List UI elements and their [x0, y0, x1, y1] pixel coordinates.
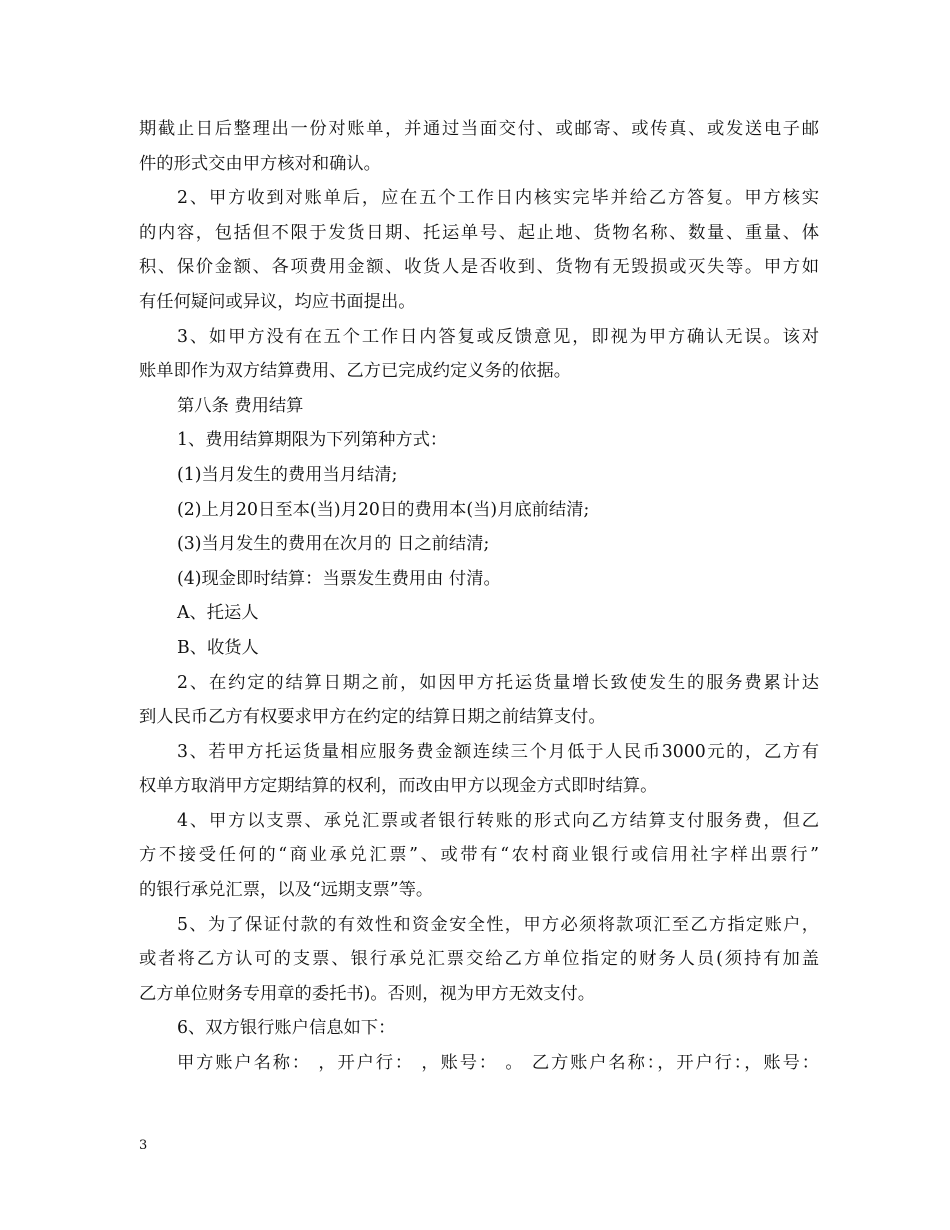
- section-heading: 第八条 费用结算: [177, 395, 304, 416]
- text-line: 的内容，包括但不限于发货日期、托运单号、起止地、货物名称、数量、重量、体: [139, 222, 819, 243]
- body-text: [139, 112, 819, 1081]
- text-line: 账单即作为双方结算费用、乙方已完成约定义务的依据。: [139, 361, 572, 382]
- text-line: 4、甲方以支票、承兑汇票或者银行转账的形式向乙方结算支付服务费，但乙: [177, 810, 819, 831]
- text-line: 甲方账户名称： ，开户行： ，账号： 。 乙方账户名称：，开户行：，账号：: [177, 1053, 819, 1074]
- text-line: 有任何疑问或异议，均应书面提出。: [139, 291, 416, 312]
- text-line: 5、为了保证付款的有效性和资金安全性，甲方必须将款项汇至乙方指定账户，: [177, 914, 819, 935]
- page-number: 3: [139, 1138, 148, 1153]
- text-line: 1、费用结算期限为下列第种方式：: [177, 430, 448, 451]
- option-item: (4)现金即时结算：当票发生费用由 付清。: [177, 568, 501, 589]
- text-line: 或者将乙方认可的支票、银行承兑汇票交给乙方单位指定的财务人员(须持有加盖: [139, 949, 819, 970]
- text-line: 3、如甲方没有在五个工作日内答复或反馈意见，即视为甲方确认无误。该对: [177, 326, 819, 347]
- text-line: 3、若甲方托运货量相应服务费金额连续三个月低于人民币3000元的，乙方有: [177, 741, 819, 762]
- text-line: 积、保价金额、各项费用金额、收货人是否收到、货物有无毁损或灭失等。甲方如: [139, 257, 819, 278]
- text-line: 方不接受任何的“商业承兑汇票”、或带有“农村商业银行或信用社字样出票行”: [139, 845, 819, 866]
- option-item: (2)上月20日至本(当)月20日的费用本(当)月底前结清;: [177, 499, 590, 520]
- option-item: (3)当月发生的费用在次月的 日之前结清;: [177, 534, 490, 555]
- option-item: (1)当月发生的费用当月结清;: [177, 464, 398, 485]
- text-line: 的银行承兑汇票，以及“远期支票”等。: [139, 880, 434, 901]
- option-item: A、托运人: [177, 603, 259, 624]
- text-line: 6、双方银行账户信息如下：: [177, 1018, 396, 1039]
- text-line: 2、甲方收到对账单后，应在五个工作日内核实完毕并给乙方答复。甲方核实: [177, 188, 819, 209]
- text-line: 2、在约定的结算日期之前，如因甲方托运货量增长致使发生的服务费累计达: [177, 672, 819, 693]
- text-line: 件的形式交由甲方核对和确认。: [139, 153, 381, 174]
- option-item: B、收货人: [177, 637, 259, 658]
- text-line: 到人民币乙方有权要求甲方在约定的结算日期之前结算支付。: [139, 707, 606, 728]
- text-line: 期截止日后整理出一份对账单，并通过当面交付、或邮寄、或传真、或发送电子邮: [139, 119, 819, 139]
- text-line: 乙方单位财务专用章的委托书)。否则，视为甲方无效支付。: [139, 983, 596, 1004]
- text-line: 权单方取消甲方定期结算的权利，而改由甲方以现金方式即时结算。: [139, 776, 658, 797]
